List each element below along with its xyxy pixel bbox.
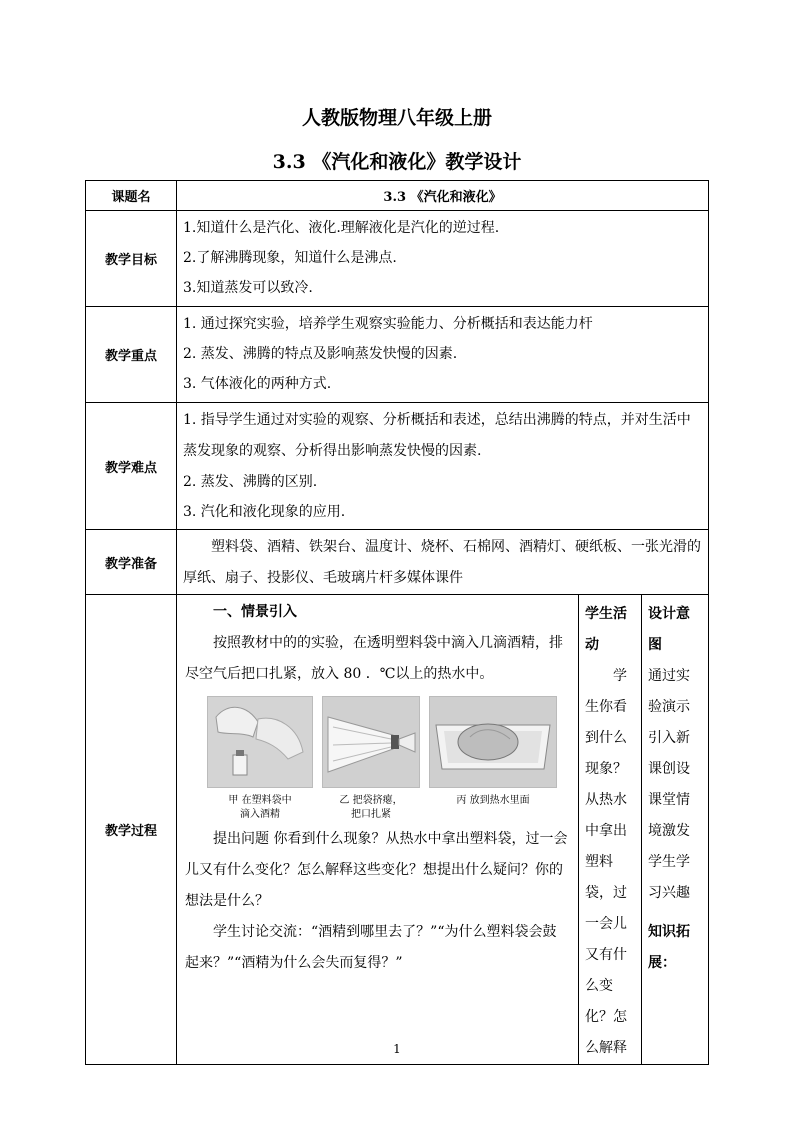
- process-paragraph: 提出问题 你看到什么现象？从热水中拿出塑料袋，过一会儿又有什么变化？怎么解释这些变化？想提出什么疑问？你的想法是什么？: [185, 831, 568, 909]
- photo-b: [322, 696, 420, 822]
- process-cell: [177, 595, 579, 1065]
- prep-cell: [177, 530, 709, 595]
- difficult-item: 2. 蒸发、沸腾的区别.: [183, 474, 318, 490]
- difficult-item: 3. 汽化和液化现象的应用.: [183, 504, 346, 520]
- experiment-photos: [207, 696, 570, 822]
- row-goals: [86, 211, 709, 307]
- row-key-points: [86, 307, 709, 403]
- row-preparation: [86, 530, 709, 595]
- document-subtitle: 3.3 《汽化和液化》教学设计: [272, 151, 522, 173]
- goal-item: 3.知道蒸发可以致冷.: [183, 280, 313, 296]
- page-number: 1: [393, 1042, 401, 1056]
- hand-bottle-image: [207, 696, 313, 788]
- topic-label: 课题名: [86, 181, 177, 211]
- design-text: 通过实验演示引入新课创设课堂情境激发学生学习兴趣: [648, 668, 690, 901]
- goals-label: 教学目标: [86, 211, 177, 307]
- row-topic: [86, 181, 709, 211]
- design-cell: [642, 595, 709, 1065]
- goal-item: 2.了解沸腾现象，知道什么是沸点.: [183, 250, 397, 266]
- key-item: 3. 气体液化的两种方式.: [183, 376, 332, 392]
- process-label: 教学过程: [86, 595, 177, 1065]
- key-cell: [177, 307, 709, 403]
- activity-heading: 学生活动: [585, 606, 627, 653]
- prep-label: 教学准备: [86, 530, 177, 595]
- process-paragraph: 按照教材中的的实验，在透明塑料袋中滴入几滴酒精，排尽空气后把口扎紧，放入 80 ．℃以上的热水中。: [185, 635, 563, 682]
- difficult-label: 教学难点: [86, 403, 177, 530]
- photo-caption-c: 丙 放到热水里面: [456, 795, 530, 806]
- photo-caption-b: 乙 把袋挤瘪， 把口扎紧: [339, 795, 403, 820]
- document-title: 人教版物理八年级上册: [301, 107, 492, 129]
- photo-a: [207, 696, 313, 822]
- photo-c: [429, 696, 557, 822]
- process-paragraph: 学生讨论交流：“酒精到哪里去了？”“为什么塑料袋会鼓起来？”“酒精为什么会失而复得？”: [185, 924, 557, 971]
- goals-cell: [177, 211, 709, 307]
- topic-value: 3.3 《汽化和液化》: [177, 181, 709, 211]
- design-heading-2: 知识拓展：: [648, 924, 690, 971]
- lesson-plan-table: [85, 180, 709, 1065]
- goal-item: 1.知道什么是汽化、液化.理解液化是汽化的逆过程.: [183, 220, 500, 236]
- tied-bag-image: [322, 696, 420, 788]
- row-process: [86, 595, 709, 1065]
- hot-water-tray-image: [429, 696, 557, 788]
- activity-text: 学生你看到什么现象？从热水中拿出塑料袋，过一会儿又有什么变化？怎么解释: [585, 668, 627, 1056]
- photo-caption-a: 甲 在塑料袋中 滴入酒精: [228, 795, 292, 820]
- activity-cell: [579, 595, 642, 1065]
- process-heading: 一、情景引入: [213, 604, 297, 620]
- key-item: 1. 通过探究实验，培养学生观察实验能力、分析概括和表达能力杆: [183, 316, 593, 332]
- key-label: 教学重点: [86, 307, 177, 403]
- row-difficulties: [86, 403, 709, 530]
- difficult-cell: [177, 403, 709, 530]
- design-heading: 设计意图: [648, 606, 690, 653]
- difficult-item: 1. 指导学生通过对实验的观察、分析概括和表述，总结出沸腾的特点，并对生活中蒸发现象的观察、分析得出影响蒸发快慢的因素.: [183, 412, 691, 459]
- key-item: 2. 蒸发、沸腾的特点及影响蒸发快慢的因素.: [183, 346, 458, 362]
- prep-text: 塑料袋、酒精、铁架台、温度计、烧杯、石棉网、酒精灯、硬纸板、一张光滑的厚纸、扇子、投影仪、毛玻璃片杆多媒体课件: [183, 539, 701, 586]
